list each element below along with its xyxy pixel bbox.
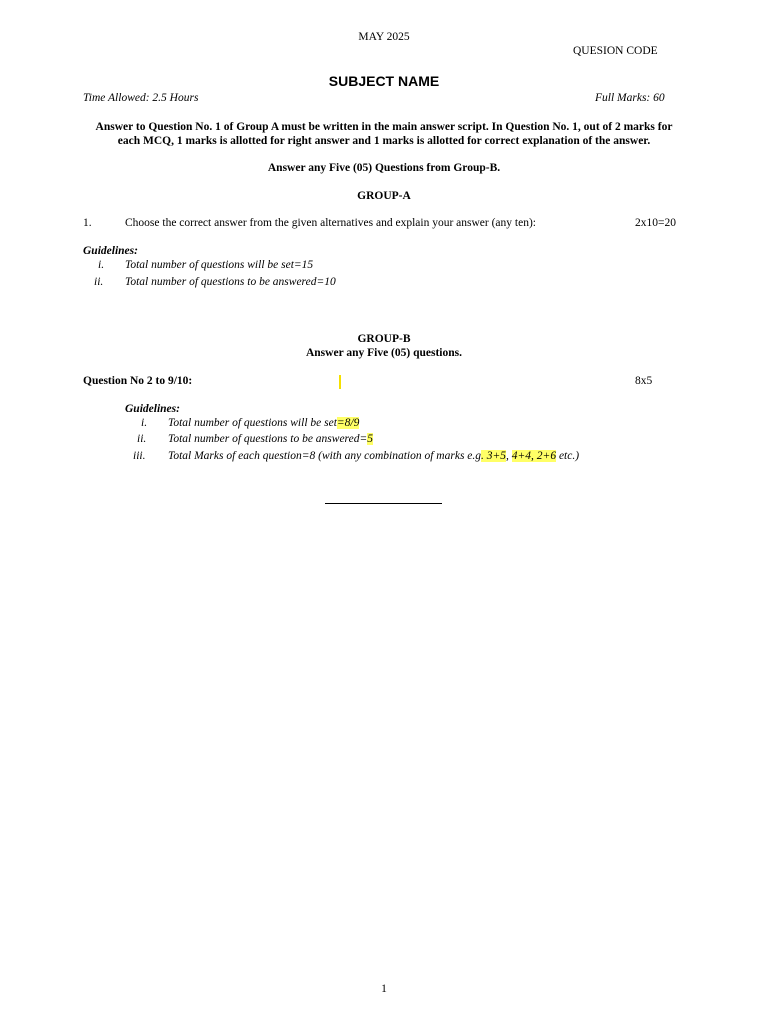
question-code: QUESION CODE — [573, 45, 658, 57]
exam-date: MAY 2025 — [358, 31, 410, 43]
highlighted-text: =8/9 — [336, 417, 360, 429]
text-cursor — [339, 375, 341, 389]
group-b-guideline-num: i. — [141, 417, 148, 429]
group-a-guideline-text: Total number of questions will be set=15 — [125, 259, 314, 271]
group-b-heading: GROUP-B — [357, 333, 411, 345]
highlighted-text: 4+4, 2+6 — [511, 450, 557, 462]
group-a-heading: GROUP-A — [357, 190, 411, 202]
end-divider-line — [325, 503, 442, 504]
subject-name: SUBJECT NAME — [328, 73, 440, 89]
question-1-number: 1. — [83, 217, 92, 229]
group-b-guideline-text: Total number of questions to be answered=5 — [168, 433, 373, 445]
group-a-guidelines-title: Guidelines: — [83, 245, 138, 257]
group-b-guideline-text: Total Marks of each question=8 (with any combination of marks e.g. 3+5, 4+4, 2+6 etc.) — [168, 450, 580, 462]
instructions-text: Answer to Question No. 1 of Group A must be written in the main answer script. In Question No. 1, out of 2 marks for each MCQ, 1 marks is allotted for right answer and 1 marks is allotted for correct explanation of the answer. — [95, 121, 673, 147]
question-1-text: Choose the correct answer from the given alternatives and explain your answer (any ten): — [125, 217, 536, 229]
group-a-guideline-num: i. — [98, 259, 105, 271]
group-b-guidelines-title: Guidelines: — [125, 403, 180, 415]
group-a-guideline-num: ii. — [94, 276, 104, 288]
group-b-subheading: Answer any Five (05) questions. — [305, 347, 462, 359]
full-marks: Full Marks: 60 — [595, 92, 665, 104]
group-b-guideline-text: Total number of questions will be set=8/9 — [168, 417, 360, 429]
highlighted-text: . 3+5 — [481, 450, 507, 462]
group-b-marks: 8x5 — [635, 375, 653, 387]
group-a-guideline-text: Total number of questions to be answered=10 — [125, 276, 336, 288]
group-b-guideline-num: ii. — [137, 433, 147, 445]
group-b-guideline-num: iii. — [133, 450, 146, 462]
time-allowed: Time Allowed: 2.5 Hours — [83, 92, 199, 104]
page-number: 1 — [381, 983, 387, 995]
group-b-question-label: Question No 2 to 9/10: — [83, 375, 193, 387]
question-1-marks: 2x10=20 — [635, 217, 676, 229]
instructions-group-b: Answer any Five (05) Questions from Group-B. — [267, 162, 501, 174]
highlighted-text: 5 — [367, 433, 373, 445]
